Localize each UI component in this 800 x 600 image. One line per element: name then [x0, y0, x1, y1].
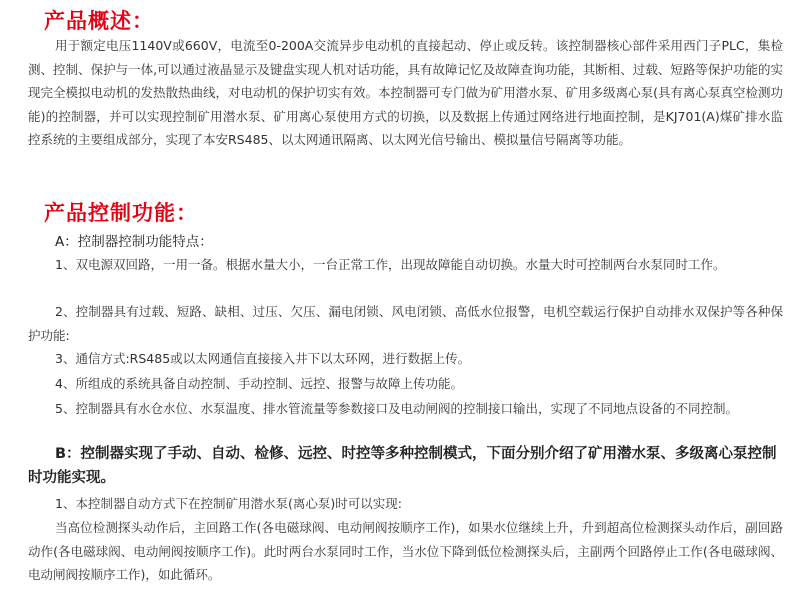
section-b-item-2: 当高位检测探头动作后，主回路工作(各电磁球阀、电动闸阀按顺序工作)，如果水位继续上升，升到超高位检测探头动作后，副回路动作(各电磁球阀、电动闸阀按顺序工作)。此时两台水泵同时工作，当水位下降到低位检测探头后，主副两个回路停止工作(各电磁球阀、电动闸阀按顺序工作)，如此循环。 [28, 520, 783, 583]
overview-paragraph: 用于额定电压1140V或660V，电流至0-200A交流异步电动机的直接起动、停止或反转。该控制器核心部件采用西门子PLC，集检测、控制、保护与一体,可以通过液晶显示及键盘实现人机对话功能，具有故障记忆及故障查询功能，其断相、过载、短路等保护功能的实现完全模拟电动机的发热散热曲线，对电动机的保护切实有效。本控制器可专门做为矿用潜水泵、矿用多级离心泵(具有离心泵真空检测功能)的控制器，并可以实现控制矿用潜水泵、矿用离心泵使用方式的切换，以及数据上传通过网络进行地面控制，是KJ701(A)煤矿排水监控系统的主要组成部分，实现了本安RS485、以太网通讯隔离、以太网光信号输出、模拟量信号隔离等功能。 [28, 38, 783, 148]
section-a-item-2: 2、控制器具有过载、短路、缺相、过压、欠压、漏电闭锁、风电闭锁、高低水位报警，电机空载运行保护自动排水双保护等各种保护功能: [28, 304, 783, 343]
overview-heading: 产品概述： [44, 9, 154, 33]
functions-heading: 产品控制功能： [44, 201, 198, 225]
section-a-item-1: 1、双电源双回路，一用一备。根据水量大小，一台正常工作，出现故障能自动切换。水量大时可控制两台水泵同时工作。 [55, 257, 726, 272]
section-a-item-5: 5、控制器具有水仓水位、水泵温度、排水管流量等参数接口及电动闸阀的控制接口输出，实现了不同地点设备的不同控制。 [55, 401, 738, 416]
section-b-item-1: 1、本控制器自动方式下在控制矿用潜水泵(离心泵)时可以实现: [55, 496, 402, 511]
section-a-item-3: 3、通信方式:RS485或以太网通信直接接入井下以太环网，进行数据上传。 [55, 351, 471, 366]
section-b-heading: B：控制器实现了手动、自动、检修、远控、时控等多种控制模式，下面分别介绍了矿用潜水泵、多级离心泵控制时功能实现。 [28, 446, 777, 486]
section-a-item-4: 4、所组成的系统具备自动控制、手动控制、远控、报警与故障上传功能。 [55, 376, 463, 391]
section-a-heading: A：控制器控制功能特点： [55, 234, 213, 250]
